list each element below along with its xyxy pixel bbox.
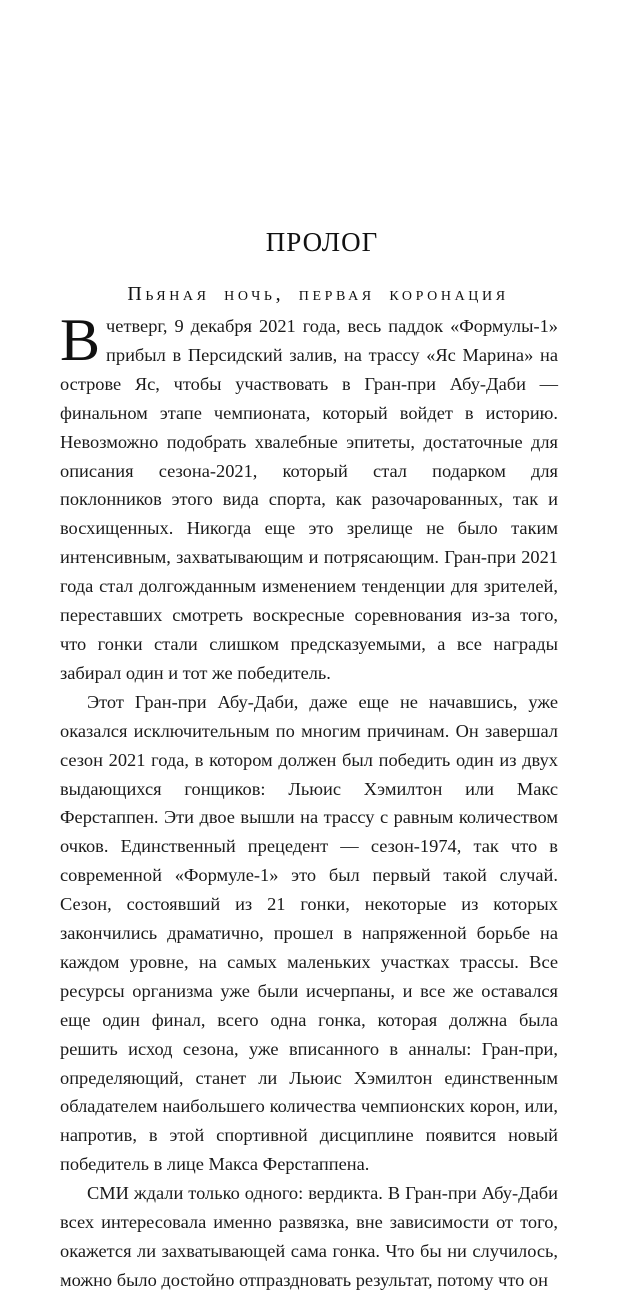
drop-cap: В — [60, 307, 101, 373]
chapter-subtitle: Пьяная ночь, первая коронация — [127, 283, 509, 305]
chapter-title: ПРОЛОГ — [265, 227, 379, 257]
paragraph-1 — [60, 307, 558, 688]
paragraph-2: Этот Гран-при Абу-Даби, даже еще не начавшись, уже оказался исключительным по многим причинам. Он завершал сезон 2021 года, в котором должен был победить один из двух выдающихся гонщиков: Льюис Хэмилтон или Макс Ферстаппен. Эти двое вышли на трассу с равным количеством очков. Единственный прецедент — сезон-1974, так что в современной «Формуле-1» это был первый такой случай. Сезон, состоявший из 21 гонки, некоторые из которых закончились драматично, прошел в напряженной борьбе на каждом уровне, на самых маленьких участках трассы. Все ресурсы организма уже были исчерпаны, и все же оставался еще один финал, всего одна гонка, которая должна была решить исход сезона, уже вписанного в анналы: Гран-при, определяющий, станет ли Льюис Хэмилтон единственным обладателем наибольшего количества чемпионских корон, или, напротив, в этой спортивной дисциплине появится новый победитель в лице Макса Ферстаппена. — [60, 691, 558, 1175]
paragraph-3: СМИ ждали только одного: вердикта. В Гран-при Абу-Даби всех интересовала именно развязка, вне зависимости от того, окажется ли захватывающей сама гонка. Что бы ни случилось, можно было достойно отпраздновать результат, потому что он — [60, 1183, 558, 1290]
body-text — [60, 307, 558, 1295]
paragraph-1-text: четверг, 9 декабря 2021 года, весь паддок «Формулы-1» прибыл в Персидский залив, на трассу «Яс Марина» на острове Яс, чтобы участвовать в Гран-при Абу-Даби — финальном этапе чемпионата, который войдет в историю. Невозможно подобрать хвалебные эпитеты, достаточные для описания сезона-2021, который стал подарком для поклонников этого вида спорта, как разочарованных, так и восхищенных. Никогда еще это зрелище не было таким интенсивным, захватывающим и потрясающим. Гран-при 2021 года стал долгожданным изменением тенденции для зрителей, переставших смотреть воскресные соревнования из-за того, что гонки стали слишком предсказуемыми, а все награды забирал один и тот же победитель. — [60, 316, 558, 683]
